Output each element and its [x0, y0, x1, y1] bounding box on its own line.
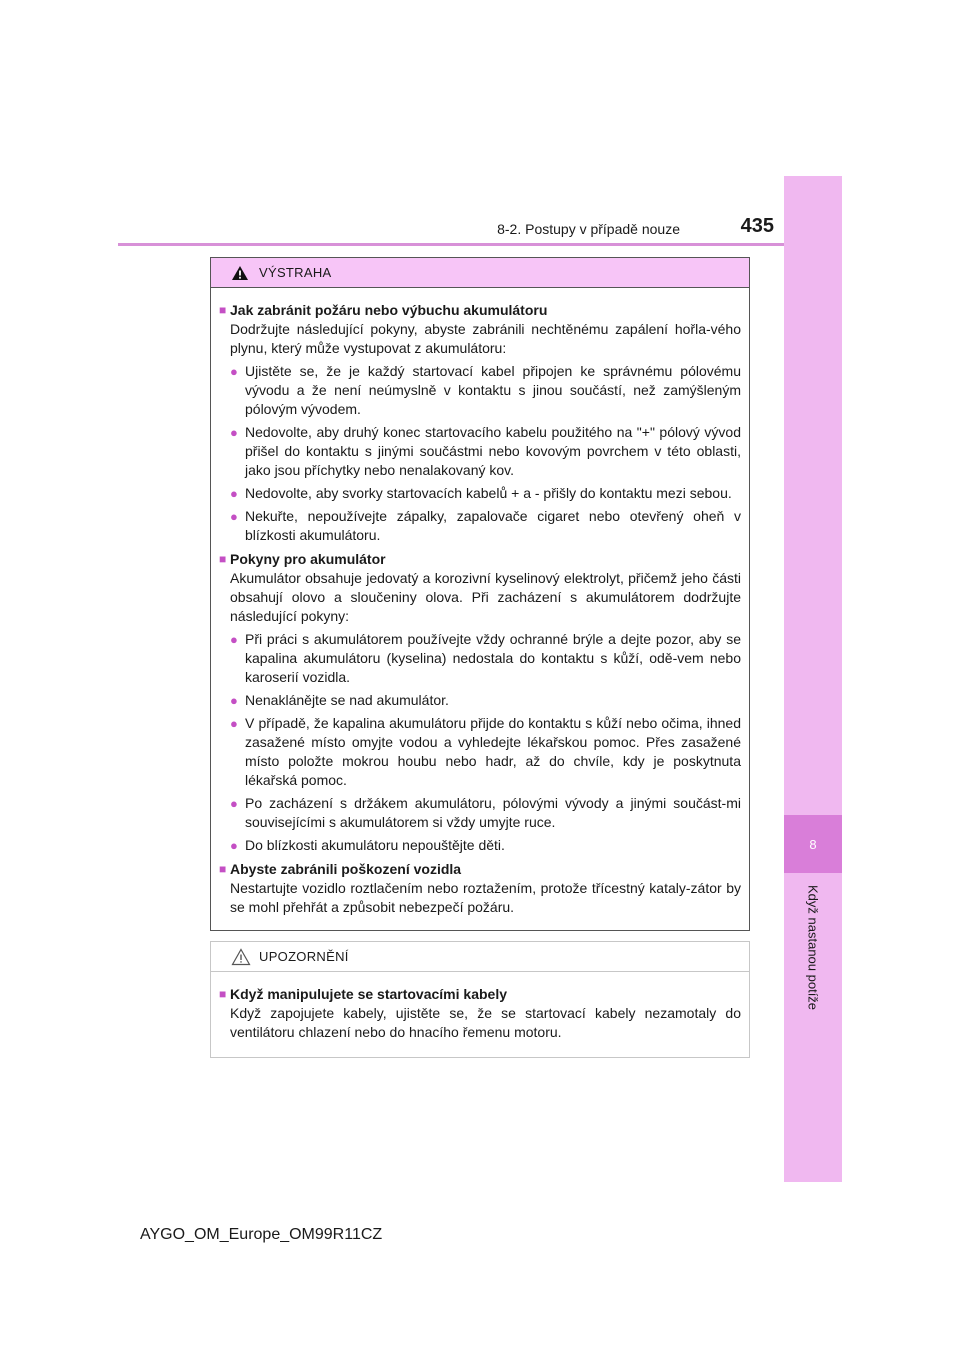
- chapter-title: Když nastanou potíže: [805, 885, 821, 1011]
- list-item: ● Ujistěte se, že je každý startovací kabel připojen ke správnému pólovému vývodu a že není neúmyslně v kontaktu s jinou součástí, než zamýšleným pólovým vývodem.: [230, 363, 741, 417]
- warning-header: [211, 258, 749, 288]
- caution-triangle-outline-icon: [231, 948, 251, 966]
- warning-section-title: ■ Abyste zabránili poškození vozidla: [219, 861, 462, 877]
- warning-section-text: Nestartujte vozidlo roztlačením nebo roztažením, protože třícestný kataly-zátor by se mohl přehřát a způsobit nebezpečí požáru.: [230, 880, 741, 915]
- warning-label: VÝSTRAHA: [259, 265, 332, 280]
- warning-box: [210, 257, 750, 931]
- page-number: 435: [740, 215, 774, 237]
- list-item: ● V případě, že kapalina akumulátoru přijde do kontaktu s kůží nebo očima, ihned zasažené místo omyjte vodou a vyhledejte lékařskou pomoc. Přes zasažené místo položte mokrou houbu nebo hadr, až do chvíle, kdy je poskytnuta lékařská pomoc.: [230, 715, 741, 788]
- chapter-title-vertical: [784, 873, 842, 1023]
- round-bullet-icon: ●: [230, 838, 238, 853]
- warning-body: [211, 288, 749, 917]
- square-bullet-icon: ■: [219, 303, 227, 317]
- list-item: ● Nedovolte, aby svorky startovacích kabelů + a - přišly do kontaktu mezi sebou.: [230, 485, 732, 501]
- warning-triangle-icon: [231, 265, 249, 281]
- square-bullet-icon: ■: [219, 552, 227, 566]
- caution-label: UPOZORNĚNÍ: [259, 949, 349, 964]
- round-bullet-icon: ●: [230, 509, 238, 524]
- warning-section-title: ■ Jak zabránit požáru nebo výbuchu akumulátoru: [219, 302, 548, 318]
- warning-section-title: ■ Pokyny pro akumulátor: [219, 551, 386, 567]
- warning-section-text: Akumulátor obsahuje jedovatý a korozivní kyselinový elektrolyt, přičemž jeho části obsahují olovo a sloučeniny olova. Při zacházení s akumulátorem dodržujte následující pokyny:: [230, 570, 741, 624]
- round-bullet-icon: ●: [230, 632, 238, 647]
- round-bullet-icon: ●: [230, 716, 238, 731]
- round-bullet-icon: ●: [230, 364, 238, 379]
- list-item: ● Nedovolte, aby druhý konec startovacího kabelu použitého na "+" pólový vývod přišel do kontaktu s jinými součástmi nebo kovovým povrchem v této oblasti, jako jsou příchytky nebo nenalakovaný kov.: [230, 424, 741, 478]
- round-bullet-icon: ●: [230, 693, 238, 708]
- chapter-side-tab: [784, 176, 842, 1182]
- caution-section-text: Když zapojujete kabely, ujistěte se, že se startovací kabely nezamotaly do ventilátoru chlazení nebo do hnacího řemenu motoru.: [230, 1005, 741, 1040]
- list-item: ● Do blízkosti akumulátoru nepouštějte děti.: [230, 837, 505, 853]
- square-bullet-icon: ■: [219, 987, 227, 1001]
- caution-header: [211, 942, 749, 972]
- caution-section-title: ■ Když manipulujete se startovacími kabely: [219, 986, 507, 1002]
- square-bullet-icon: ■: [219, 862, 227, 876]
- list-item: ● Při práci s akumulátorem používejte vždy ochranné brýle a dejte pozor, aby se kapalina akumulátoru (kyselina) nedostala do kontaktu s kůží, odě-vem nebo karoserií vozidla.: [230, 631, 741, 685]
- list-item: ● Nenaklánějte se nad akumulátor.: [230, 692, 449, 708]
- chapter-number: 8: [784, 815, 842, 873]
- round-bullet-icon: ●: [230, 796, 238, 811]
- warning-section-text: Dodržujte následující pokyny, abyste zabránili nechtěnému zapálení hořla-vého plynu, který může vystupovat z akumulátoru:: [230, 321, 741, 356]
- list-item: ● Nekuřte, nepoužívejte zápalky, zapalovače cigaret nebo otevřený oheň v blízkosti akumulátoru.: [230, 508, 741, 543]
- document-id: AYGO_OM_Europe_OM99R11CZ: [140, 1226, 383, 1243]
- round-bullet-icon: ●: [230, 425, 238, 440]
- list-item: ● Po zacházení s držákem akumulátoru, pólovými vývody a jinými součást-mi souvisejícími s akumulátorem si vždy umyjte ruce.: [230, 795, 741, 830]
- header-divider: [118, 243, 784, 246]
- round-bullet-icon: ●: [230, 486, 238, 501]
- section-title: 8-2. Postupy v případě nouze: [497, 221, 680, 237]
- caution-body: [211, 972, 749, 1042]
- caution-box: [210, 941, 750, 1058]
